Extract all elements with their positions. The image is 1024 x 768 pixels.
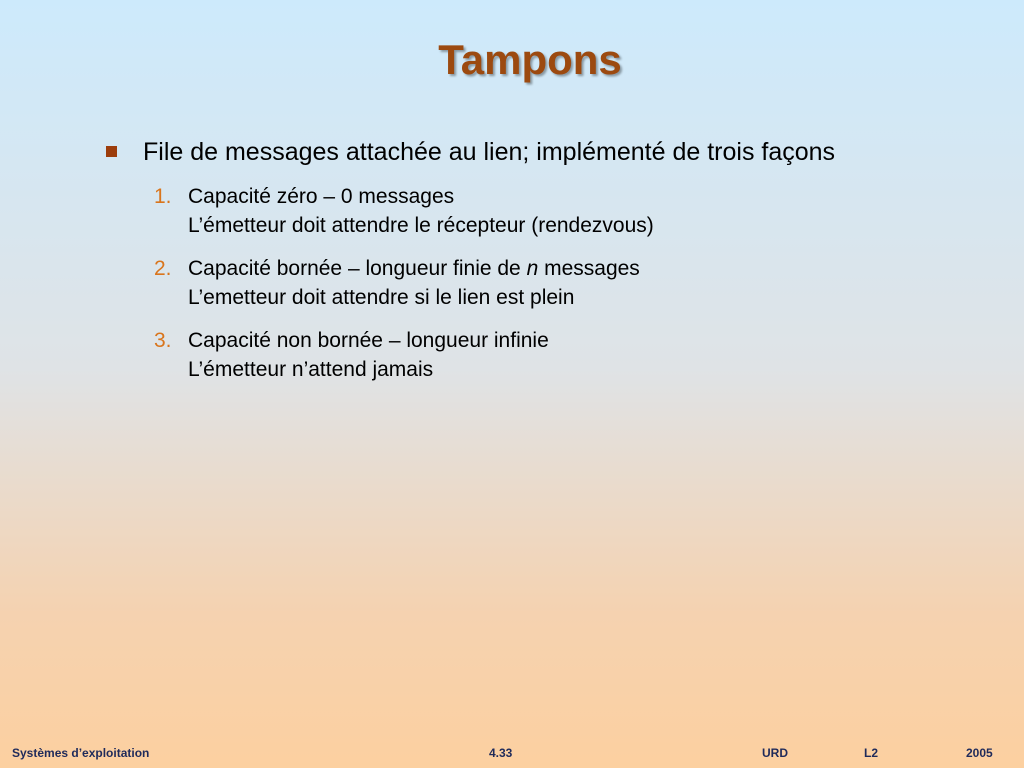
square-bullet-icon <box>106 146 117 157</box>
slide-title: Tampons <box>438 36 622 83</box>
list-item-line2: L’emetteur doit attendre si le lien est plein <box>188 286 575 309</box>
main-bullet <box>106 136 835 168</box>
list-item-line2: L’émetteur n’attend jamais <box>188 358 434 381</box>
list-item-number: 3. <box>154 329 172 352</box>
numbered-list <box>154 182 954 398</box>
footer-page-number: 4.33 <box>489 746 513 760</box>
list-item-line1-before: Capacité bornée – longueur finie de <box>188 257 527 280</box>
footer-org: URD <box>762 746 788 760</box>
list-item-line1-italic: n <box>526 257 539 280</box>
list-item <box>154 326 954 384</box>
footer-year: 2005 <box>966 746 993 760</box>
footer-level: L2 <box>864 746 879 760</box>
list-item-line1: Capacité zéro – 0 messages <box>188 185 455 208</box>
footer-course: Systèmes d’exploitation <box>12 746 150 760</box>
list-item <box>154 254 954 312</box>
list-item-number: 1. <box>154 185 172 208</box>
list-item-line2: L’émetteur doit attendre le récepteur (rendezvous) <box>188 214 654 237</box>
list-item <box>154 182 954 240</box>
list-item-line1-after: messages <box>538 257 640 280</box>
list-item-number: 2. <box>154 257 172 280</box>
main-bullet-text: File de messages attachée au lien; implémenté de trois façons <box>143 138 836 166</box>
list-item-line1: Capacité non bornée – longueur infinie <box>188 329 549 352</box>
list-item-line1 <box>188 254 640 283</box>
